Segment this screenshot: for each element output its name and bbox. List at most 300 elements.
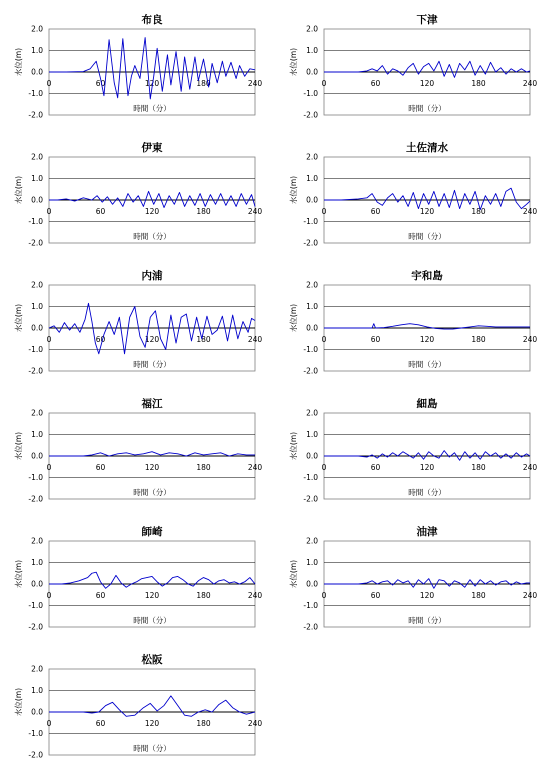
tide-chart-6 [0, 384, 270, 512]
data-point [323, 71, 324, 72]
y-tick-label: -1.0 [303, 345, 318, 355]
data-point [150, 703, 151, 704]
data-point [408, 206, 409, 207]
x-tick-label: 240 [522, 207, 538, 216]
data-point [217, 82, 218, 83]
x-axis-label: 時間（分） [133, 488, 171, 497]
x-tick-label: 180 [471, 591, 486, 600]
x-axis-label: 時間（分） [408, 488, 446, 497]
data-point [194, 56, 195, 57]
data-point [371, 193, 372, 194]
x-tick-label: 180 [196, 463, 211, 472]
data-point [242, 321, 243, 322]
data-point [105, 588, 106, 589]
y-tick-label: 0.0 [306, 67, 318, 77]
data-point [397, 455, 398, 456]
y-tick-label: 2.0 [31, 408, 43, 418]
data-point [160, 454, 161, 455]
data-point [504, 326, 505, 327]
data-point [194, 452, 195, 453]
data-point [449, 586, 450, 587]
y-tick-label: 1.0 [31, 686, 43, 696]
data-point [413, 587, 414, 588]
data-point [211, 711, 212, 712]
data-point [366, 197, 367, 198]
chart-title: 土佐清水 [406, 142, 448, 154]
data-point [90, 68, 91, 69]
data-point [193, 586, 194, 587]
y-axis-label: 水位(m) [14, 175, 23, 205]
data-point [239, 65, 240, 66]
data-point [490, 580, 491, 581]
tide-chart-10 [0, 640, 270, 768]
data-point [408, 67, 409, 68]
data-point [392, 68, 393, 69]
data-point [129, 317, 130, 318]
data-point [500, 206, 501, 207]
data-point [157, 48, 158, 49]
data-point [371, 327, 372, 328]
data-point [84, 319, 85, 320]
data-point [83, 711, 84, 712]
data-point [165, 349, 166, 350]
data-point [459, 208, 460, 209]
data-point [88, 303, 89, 304]
data-point [167, 582, 168, 583]
data-point [402, 582, 403, 583]
data-point [133, 202, 134, 203]
data-point [225, 205, 226, 206]
y-tick-label: 2.0 [31, 664, 43, 674]
data-point [78, 580, 79, 581]
data-point [392, 452, 393, 453]
data-point [121, 582, 122, 583]
data-point [150, 317, 151, 318]
x-tick-label: 240 [522, 335, 538, 344]
data-point [64, 322, 65, 323]
y-axis-label: 水位(m) [14, 303, 23, 333]
y-tick-label: 2.0 [306, 408, 318, 418]
data-point [452, 328, 453, 329]
x-tick-label: 60 [370, 335, 381, 344]
x-tick-label: 180 [471, 79, 486, 88]
y-tick-label: 1.0 [31, 174, 43, 184]
data-point [464, 193, 465, 194]
x-tick-label: 0 [46, 591, 52, 600]
tide-chart-2 [0, 128, 270, 256]
y-tick-label: 1.0 [31, 46, 43, 56]
data-point [516, 581, 517, 582]
tide-chart-5 [271, 256, 541, 384]
data-point [143, 206, 144, 207]
data-point [418, 452, 419, 453]
data-point [229, 582, 230, 583]
data-point [486, 326, 487, 327]
x-tick-label: 240 [247, 335, 263, 344]
x-tick-label: 240 [247, 591, 263, 600]
x-tick-label: 120 [419, 207, 435, 216]
data-point [246, 454, 247, 455]
data-point [186, 455, 187, 456]
y-tick-label: 0.0 [31, 67, 43, 77]
data-point [134, 715, 135, 716]
data-point [464, 451, 465, 452]
chart-svg [271, 256, 541, 384]
x-tick-label: 0 [46, 719, 52, 728]
data-point [438, 206, 439, 207]
data-point [112, 702, 113, 703]
y-tick-label: -1.0 [303, 601, 318, 611]
x-tick-label: 60 [95, 463, 106, 472]
y-tick-label: 2.0 [31, 152, 43, 162]
x-tick-label: 60 [370, 79, 381, 88]
chart-svg [0, 384, 270, 512]
data-point [210, 194, 211, 195]
data-point [392, 584, 393, 585]
data-point [459, 460, 460, 461]
x-tick-label: 60 [370, 463, 381, 472]
data-point [521, 456, 522, 457]
data-point [254, 454, 255, 455]
x-tick-label: 180 [196, 79, 211, 88]
x-tick-label: 60 [95, 207, 106, 216]
data-point [110, 583, 111, 584]
data-point [48, 327, 49, 328]
data-point [83, 197, 84, 198]
data-point [480, 65, 481, 66]
data-point [480, 459, 481, 460]
tide-chart-4 [0, 256, 270, 384]
data-point [66, 71, 67, 72]
y-tick-label: -2.0 [303, 238, 318, 248]
data-point [248, 332, 249, 333]
y-axis-label: 水位(m) [289, 175, 298, 205]
chart-title: 布良 [141, 14, 163, 26]
x-tick-label: 240 [247, 207, 263, 216]
y-axis-label: 水位(m) [289, 47, 298, 77]
chart-svg [271, 512, 541, 640]
data-point [114, 82, 115, 83]
data-point [254, 711, 255, 712]
data-point [423, 583, 424, 584]
x-tick-label: 120 [419, 335, 435, 344]
data-point [108, 321, 109, 322]
y-tick-label: 1.0 [306, 558, 318, 568]
tide-chart-0 [0, 0, 270, 128]
data-point [454, 190, 455, 191]
data-point [167, 54, 168, 55]
y-tick-label: 1.0 [306, 174, 318, 184]
data-point [148, 191, 149, 192]
x-tick-label: 60 [95, 591, 106, 600]
chart-svg [271, 384, 541, 512]
y-axis-label: 水位(m) [14, 431, 23, 461]
data-point [529, 70, 530, 71]
y-tick-label: -1.0 [28, 601, 43, 611]
data-point [91, 321, 92, 322]
data-point [397, 202, 398, 203]
data-point [117, 453, 118, 454]
data-point [341, 71, 342, 72]
data-point [138, 195, 139, 196]
data-point [449, 456, 450, 457]
data-point [418, 74, 419, 75]
data-point [526, 204, 527, 205]
data-point [108, 39, 109, 40]
data-point [177, 576, 178, 577]
data-point [143, 453, 144, 454]
data-point [397, 579, 398, 580]
data-point [151, 576, 152, 577]
x-tick-label: 60 [95, 79, 106, 88]
data-point [205, 206, 206, 207]
data-point [408, 580, 409, 581]
data-point [438, 579, 439, 580]
data-point [469, 458, 470, 459]
data-point [48, 711, 49, 712]
data-point [189, 89, 190, 90]
data-point [153, 76, 154, 77]
data-point [220, 452, 221, 453]
x-tick-label: 240 [247, 79, 263, 88]
x-tick-label: 60 [95, 719, 106, 728]
data-point [459, 582, 460, 583]
data-point [232, 707, 233, 708]
y-axis-label: 水位(m) [14, 687, 23, 717]
data-point [157, 710, 158, 711]
data-point [485, 583, 486, 584]
data-point [449, 64, 450, 65]
data-point [323, 583, 324, 584]
data-point [224, 579, 225, 580]
data-point [234, 581, 235, 582]
data-point [402, 195, 403, 196]
data-point [454, 77, 455, 78]
data-point [66, 711, 67, 712]
x-tick-label: 180 [471, 207, 486, 216]
data-point [126, 716, 127, 717]
data-point [444, 328, 445, 329]
data-point [438, 61, 439, 62]
data-point [469, 326, 470, 327]
data-point [377, 583, 378, 584]
data-point [179, 192, 180, 193]
data-point [160, 338, 161, 339]
x-tick-label: 240 [247, 463, 263, 472]
data-point [91, 454, 92, 455]
data-point [433, 191, 434, 192]
data-point [184, 206, 185, 207]
data-point [444, 580, 445, 581]
data-point [392, 193, 393, 194]
data-point [373, 323, 374, 324]
x-tick-label: 180 [196, 207, 211, 216]
data-point [375, 327, 376, 328]
data-point [366, 456, 367, 457]
chart-title: 下津 [416, 14, 438, 26]
x-axis-label: 時間（分） [133, 744, 171, 753]
y-tick-label: -1.0 [28, 729, 43, 739]
x-axis-label: 時間（分） [408, 104, 446, 113]
x-tick-label: 120 [419, 591, 435, 600]
data-point [119, 709, 120, 710]
data-point [119, 317, 120, 318]
data-point [126, 452, 127, 453]
data-point [150, 98, 151, 99]
data-point [392, 326, 393, 327]
data-point [182, 579, 183, 580]
data-point [83, 455, 84, 456]
data-point [485, 195, 486, 196]
data-point [529, 326, 530, 327]
data-point [134, 454, 135, 455]
y-tick-label: -1.0 [303, 473, 318, 483]
y-tick-label: -2.0 [28, 494, 43, 504]
data-point [505, 453, 506, 454]
data-point [323, 455, 324, 456]
x-tick-label: 60 [370, 207, 381, 216]
data-point [175, 51, 176, 52]
data-point [146, 577, 147, 578]
data-point [220, 193, 221, 194]
data-point [254, 583, 255, 584]
data-point [139, 336, 140, 337]
data-point [162, 586, 163, 587]
data-point [526, 453, 527, 454]
data-point [177, 453, 178, 454]
data-point [108, 455, 109, 456]
data-point [428, 451, 429, 452]
data-point [526, 71, 527, 72]
data-point [194, 205, 195, 206]
data-point [181, 317, 182, 318]
y-tick-label: 2.0 [306, 152, 318, 162]
data-point [239, 583, 240, 584]
x-tick-label: 120 [144, 79, 160, 88]
data-point [169, 452, 170, 453]
data-point [236, 206, 237, 207]
data-point [387, 456, 388, 457]
data-point [91, 573, 92, 574]
data-point [236, 78, 237, 79]
data-point [145, 347, 146, 348]
x-tick-label: 180 [196, 591, 211, 600]
x-axis-label: 時間（分） [408, 360, 446, 369]
data-point [57, 199, 58, 200]
data-point [98, 711, 99, 712]
data-point [74, 323, 75, 324]
y-tick-label: 1.0 [31, 430, 43, 440]
chart-svg [271, 128, 541, 256]
data-point [377, 458, 378, 459]
data-point [469, 204, 470, 205]
data-point [413, 192, 414, 193]
data-point [366, 582, 367, 583]
x-tick-label: 120 [144, 335, 160, 344]
data-point [74, 200, 75, 201]
data-point [91, 199, 92, 200]
data-point [428, 63, 429, 64]
data-point [495, 452, 496, 453]
data-point [371, 454, 372, 455]
data-point [341, 327, 342, 328]
y-tick-label: 0.0 [31, 323, 43, 333]
data-point [198, 80, 199, 81]
y-axis-label: 水位(m) [289, 303, 298, 333]
data-point [225, 700, 226, 701]
data-point [495, 326, 496, 327]
data-point [145, 37, 146, 38]
data-point [529, 582, 530, 583]
data-point [184, 715, 185, 716]
data-point [413, 63, 414, 64]
tide-chart-1 [271, 0, 541, 128]
data-point [469, 61, 470, 62]
data-point [371, 68, 372, 69]
data-point [428, 578, 429, 579]
data-point [358, 198, 359, 199]
data-point [48, 199, 49, 200]
x-tick-label: 240 [522, 79, 538, 88]
x-tick-label: 120 [419, 463, 435, 472]
data-point [213, 583, 214, 584]
data-point [526, 582, 527, 583]
data-point [117, 97, 118, 98]
y-tick-label: -2.0 [28, 110, 43, 120]
x-tick-label: 180 [196, 335, 211, 344]
y-axis-label: 水位(m) [14, 47, 23, 77]
data-point [469, 579, 470, 580]
data-point [66, 198, 67, 199]
data-point [230, 195, 231, 196]
chart-svg [0, 256, 270, 384]
data-point [423, 459, 424, 460]
data-point [511, 584, 512, 585]
data-point [485, 74, 486, 75]
data-point [222, 316, 223, 317]
data-point [170, 84, 171, 85]
data-point [155, 310, 156, 311]
x-tick-label: 0 [321, 463, 327, 472]
data-point [521, 68, 522, 69]
data-point [198, 711, 199, 712]
data-point [117, 197, 118, 198]
data-point [444, 193, 445, 194]
x-tick-label: 240 [522, 463, 538, 472]
data-point [100, 581, 101, 582]
chart-title: 細島 [416, 398, 438, 410]
x-tick-label: 120 [144, 591, 160, 600]
data-point [139, 78, 140, 79]
data-point [382, 65, 383, 66]
data-point [201, 338, 202, 339]
data-point [387, 74, 388, 75]
data-point [157, 581, 158, 582]
data-point [413, 458, 414, 459]
data-point [59, 332, 60, 333]
data-point [444, 76, 445, 77]
chart-title: 宇和島 [411, 270, 443, 282]
y-axis-label: 水位(m) [289, 559, 298, 589]
y-tick-label: 1.0 [31, 302, 43, 312]
x-tick-label: 120 [144, 207, 160, 216]
data-point [151, 451, 152, 452]
data-point [461, 327, 462, 328]
data-point [181, 91, 182, 92]
data-point [69, 330, 70, 331]
data-point [122, 206, 123, 207]
data-point [529, 455, 530, 456]
